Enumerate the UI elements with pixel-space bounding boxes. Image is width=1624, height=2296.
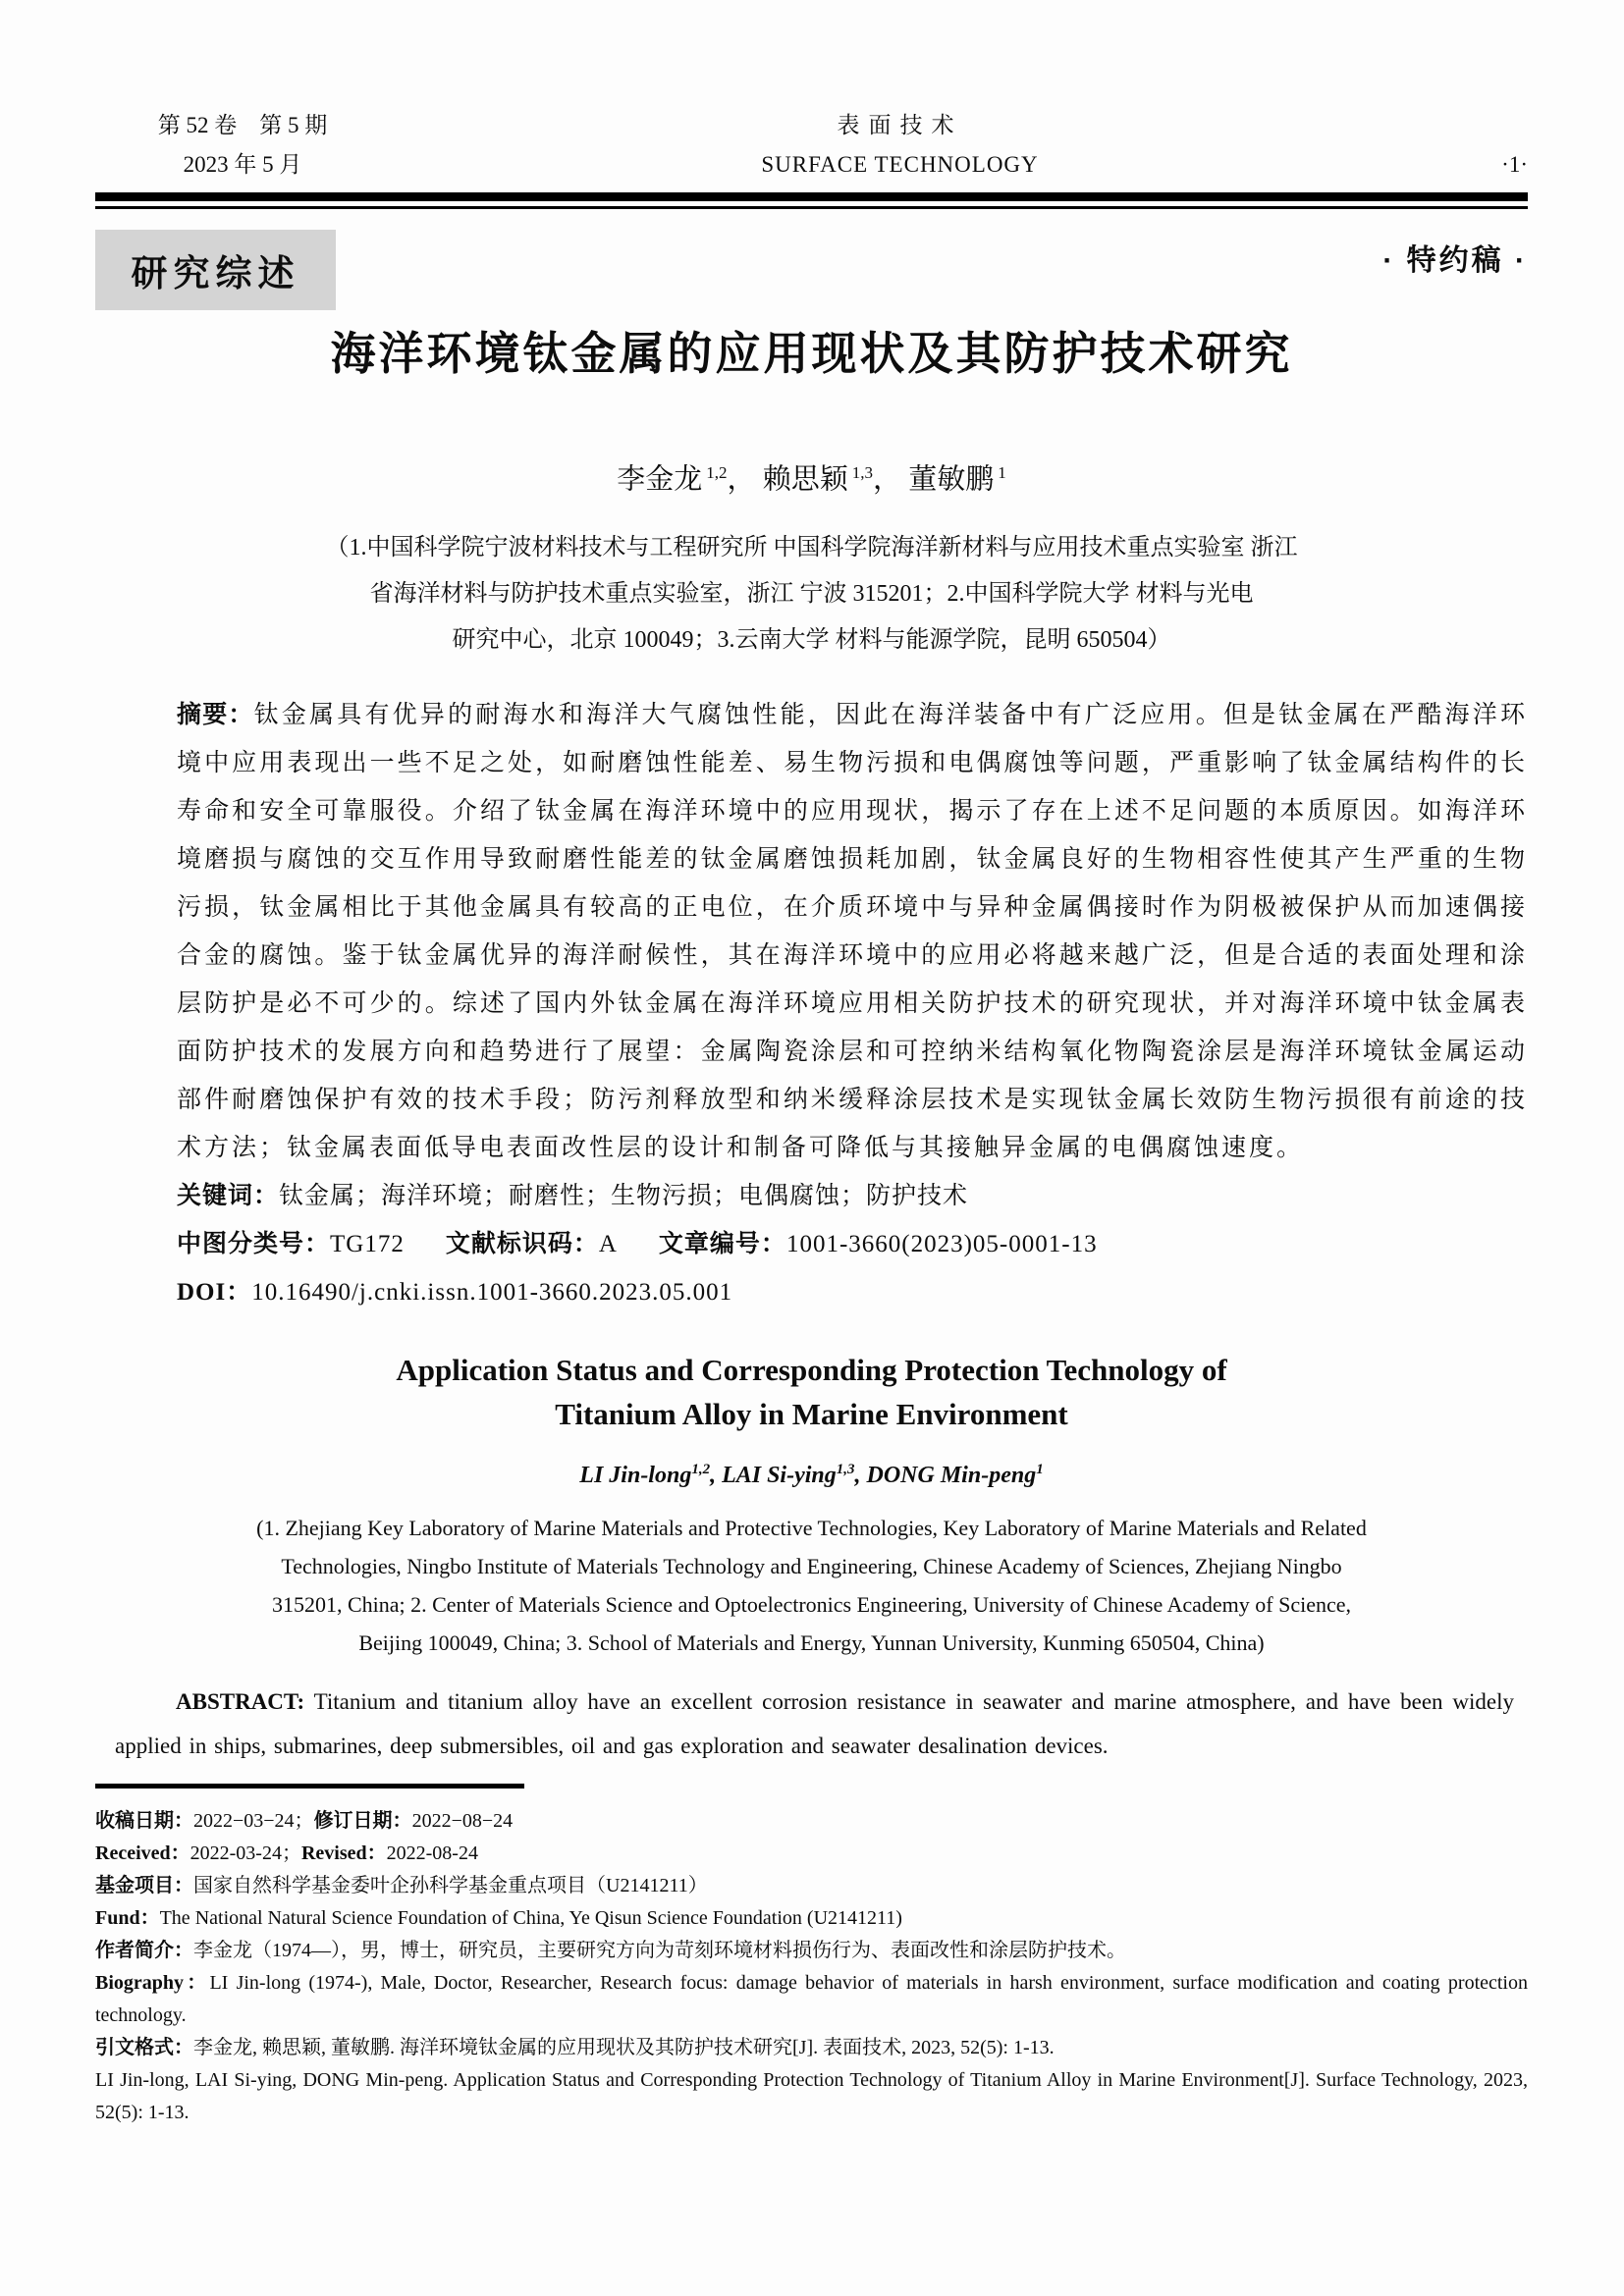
journal-title-en: SURFACE TECHNOLOGY xyxy=(761,152,1039,177)
citation-label-cn: 引文格式： xyxy=(95,2036,193,2058)
fund-text-cn: 国家自然科学基金委叶企孙科学基金重点项目（U2141211） xyxy=(193,1874,708,1896)
article-title-en-line: Titanium Alloy in Marine Environment xyxy=(555,1396,1068,1431)
article-id-label: 文章编号： xyxy=(658,1229,786,1257)
biography-label-en: Biography： xyxy=(95,1971,210,1994)
document-code-label: 文献标识码： xyxy=(445,1229,599,1257)
author-name: 董敏鹏 xyxy=(908,463,995,496)
header-rule-thin xyxy=(95,206,1528,209)
author-affil-sup: 1 xyxy=(1036,1461,1044,1477)
author-affil-sup: 1,2 xyxy=(706,463,728,482)
affiliation-cn-line: 省海洋材料与防护技术重点实验室，浙江 宁波 315201；2.中国科学院大学 材料与光电 xyxy=(369,580,1254,607)
affiliation-en-line: Technologies, Ningbo Institute of Materials Technology and Engineering, Chinese Academy of Sciences, Zhejiang Ningbo xyxy=(281,1553,1342,1578)
author-separator: ， xyxy=(727,463,756,496)
citation-text-cn: 李金龙, 赖思颖, 董敏鹏. 海洋环境钛金属的应用现状及其防护技术研究[J]. 表面技术, 2023, 52(5): 1-13. xyxy=(193,2036,1055,2058)
citation-text-en: LI Jin-long, LAI Si-ying, DONG Min-peng. Application Status and Corresponding Protection Technology of Titanium Alloy in Marine Environment[J]. Surface Technology, 2023, 52(5): 1-13. xyxy=(95,2068,1528,2123)
affiliation-en xyxy=(95,1509,1528,1662)
journal-title-cn: 表面技术 xyxy=(837,113,963,137)
author-name: 李金龙 xyxy=(617,463,703,496)
keywords-text: 钛金属；海洋环境；耐磨性；生物污损；电偶腐蚀；防护技术 xyxy=(279,1182,969,1209)
revised-label-cn: 修订日期： xyxy=(313,1809,412,1832)
classification-line xyxy=(177,1220,1528,1268)
document-code-value: A xyxy=(598,1230,618,1257)
authors-en xyxy=(95,1452,1528,1493)
clc-label: 中图分类号： xyxy=(177,1229,331,1257)
authors-cn xyxy=(95,452,1528,502)
affiliation-cn-line: （1.中国科学院宁波材料技术与工程研究所 中国科学院海洋新材料与应用技术重点实验室 浙江 xyxy=(325,534,1298,561)
article-id-value: 1001-3660(2023)05-0001-13 xyxy=(785,1230,1098,1257)
author-affil-sup: 1 xyxy=(998,463,1006,482)
fund-text-en: The National Natural Science Foundation of China, Ye Qisun Science Foundation (U2141211) xyxy=(159,1906,902,1929)
badge-row xyxy=(95,230,1528,310)
abstract-cn-label: 摘要： xyxy=(177,700,254,728)
header-center xyxy=(390,106,1410,185)
received-label-cn: 收稿日期： xyxy=(95,1809,193,1832)
column-badge-label: 研究综述 xyxy=(131,253,300,294)
biography-label-cn: 作者简介： xyxy=(95,1939,193,1961)
doi-line xyxy=(177,1268,1528,1316)
abstract-cn-text: 钛金属具有优异的耐海水和海洋大气腐蚀性能，因此在海洋装备中有广泛应用。但是钛金属在严酷海洋环境中应用表现出一些不足之处，如耐磨蚀性能差、易生物污损和电偶腐蚀等问题，严重影响了钛金属结构件的长寿命和安全可靠服役。介绍了钛金属在海洋环境中的应用现状，揭示了存在上述不足问题的本质原因。如海洋环境磨损与腐蚀的交互作用导致耐磨性能差的钛金属磨蚀损耗加剧，钛金属良好的生物相容性使其产生严重的生物污损，钛金属相比于其他金属具有较高的正电位，在介质环境中与异种金属偶接时作为阴极被保护从而加速偶接合金的腐蚀。鉴于钛金属优异的海洋耐候性，其在海洋环境中的应用必将越来越广泛，但是合适的表面处理和涂层防护是必不可少的。综述了国内外钛金属在海洋环境应用相关防护技术的研究现状，并对海洋环境中钛金属表面防护技术的发展方向和趋势进行了展望：金属陶瓷涂层和可控纳米结构氧化物陶瓷涂层是海洋环境钛金属运动部件耐磨蚀保护有效的技术手段；防污剂释放型和纳米缓释涂层技术是实现钛金属长效防生物污损很有前途的技术方法；钛金属表面低导电表面改性层的设计和制备可降低与其接触异金属的电偶腐蚀速度。 xyxy=(177,701,1528,1161)
fund-cn xyxy=(95,1870,1528,1902)
keywords-label: 关键词： xyxy=(177,1181,280,1209)
revised-label-en: Revised： xyxy=(300,1842,387,1864)
biography-text-en: LI Jin-long (1974-), Male, Doctor, Researcher, Research focus: damage behavior of materials in harsh environment, surface modification and coating protection technology. xyxy=(95,1971,1528,2026)
volume-issue: 第 52 卷 第 5 期 xyxy=(157,113,328,137)
keywords-line xyxy=(177,1172,1528,1220)
article-title-en xyxy=(95,1348,1528,1436)
fund-label-en: Fund： xyxy=(95,1906,160,1929)
abstract-en-label: ABSTRACT: xyxy=(176,1688,305,1714)
affiliation-cn-line: 研究中心，北京 100049；3.云南大学 材料与能源学院，昆明 650504） xyxy=(452,626,1171,653)
received-date-en xyxy=(95,1838,1528,1870)
doi-value: 10.16490/j.cnki.issn.1001-3660.2023.05.001 xyxy=(251,1278,733,1306)
affiliation-cn xyxy=(95,525,1528,664)
biography-text-cn: 李金龙（1974—），男，博士，研究员，主要研究方向为苛刻环境材料损伤行为、表面改性和涂层防护技术。 xyxy=(193,1939,1126,1961)
invited-paper-kicker: · 特约稿 · xyxy=(1382,244,1528,277)
header-rule-thick xyxy=(95,192,1528,201)
author-name-en: LAI Si-ying xyxy=(722,1462,837,1488)
footnotes xyxy=(95,1805,1528,2129)
abstract-cn xyxy=(177,691,1528,1172)
abstract-en xyxy=(115,1680,1514,1768)
biography-en xyxy=(95,1967,1528,2032)
author-separator: , xyxy=(710,1462,723,1488)
author-name-en: DONG Min-peng xyxy=(866,1462,1037,1488)
header-right xyxy=(1410,145,1528,185)
article-title-cn: 海洋环境钛金属的应用现状及其防护技术研究 xyxy=(330,328,1293,379)
article-title-en-line: Application Status and Corresponding Protection Technology of xyxy=(396,1352,1227,1387)
received-value-en: 2022-03-24； xyxy=(189,1842,301,1864)
doi-label: DOI： xyxy=(177,1278,252,1306)
received-value-cn: 2022−03−24； xyxy=(193,1809,314,1832)
author-separator: , xyxy=(854,1462,867,1488)
author-affil-sup: 1,3 xyxy=(851,463,873,482)
issue-date: 2023 年 5 月 xyxy=(183,152,302,177)
citation-en xyxy=(95,2064,1528,2129)
received-label-en: Received： xyxy=(95,1842,190,1864)
author-name: 赖思颖 xyxy=(762,463,848,496)
clc-value: TG172 xyxy=(330,1230,405,1257)
footnote-rule xyxy=(95,1784,524,1789)
header-left xyxy=(95,106,390,185)
fund-en xyxy=(95,1902,1528,1935)
page-number: ·1· xyxy=(1501,152,1528,177)
author-separator: ， xyxy=(873,463,902,496)
affiliation-en-line: 315201, China; 2. Center of Materials Science and Optoelectronics Engineering, University of Chinese Academy of Science, xyxy=(271,1591,1352,1617)
received-date-cn xyxy=(95,1805,1528,1838)
biography-cn xyxy=(95,1935,1528,1967)
citation-cn xyxy=(95,2032,1528,2064)
affiliation-en-line: Beijing 100049, China; 3. School of Materials and Energy, Yunnan University, Kunming 650504, China) xyxy=(358,1629,1265,1655)
revised-value-en: 2022-08-24 xyxy=(386,1842,478,1864)
affiliation-en-line: (1. Zhejiang Key Laboratory of Marine Materials and Protective Technologies, Key Laboratory of Marine Materials and Related xyxy=(256,1515,1367,1540)
column-badge xyxy=(95,230,336,310)
author-affil-sup: 1,3 xyxy=(836,1461,855,1477)
fund-label-cn: 基金项目： xyxy=(95,1874,193,1896)
abstract-en-text: Titanium and titanium alloy have an excellent corrosion resistance in seawater and marine atmosphere, and have been widely applied in ships, submarines, deep submersibles, oil and gas exploration and seawater desalination devices. xyxy=(115,1688,1514,1758)
journal-header xyxy=(95,0,1528,185)
author-name-en: LI Jin-long xyxy=(579,1462,692,1488)
author-affil-sup: 1,2 xyxy=(691,1461,711,1477)
revised-value-cn: 2022−08−24 xyxy=(411,1809,514,1832)
